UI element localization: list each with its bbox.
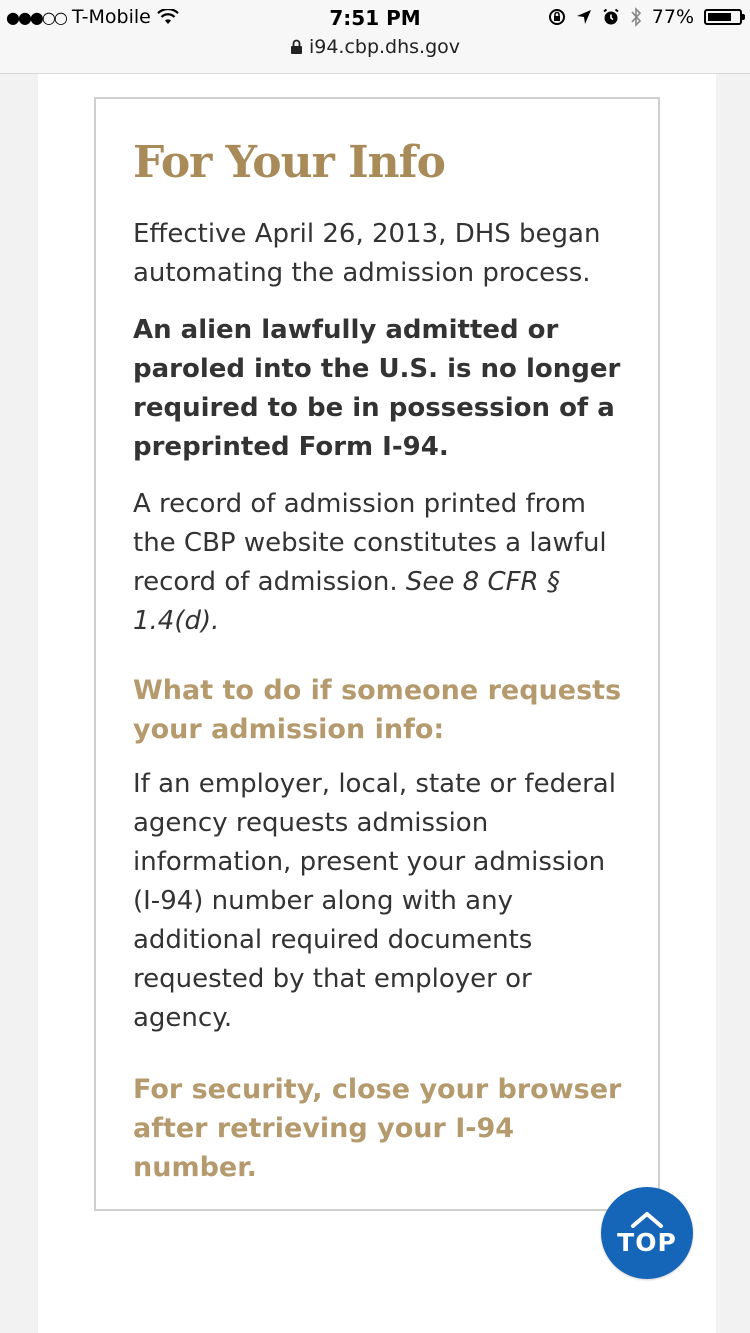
location-arrow-icon [576,9,592,25]
card-title: For Your Info [133,137,445,188]
battery-percent: 77% [651,6,694,28]
bold-notice: An alien lawfully admitted or paroled into the U.S. is no longer required to be in possession of a preprinted Form I-94. [133,315,621,462]
page-gutter-right [716,74,750,1333]
top-button-label: TOP [617,1228,677,1257]
battery-icon [704,9,742,25]
signal-dots-icon: ●●●○○ [6,7,66,27]
carrier-name: T-Mobile [71,6,151,28]
url-text: i94.cbp.dhs.gov [308,36,461,58]
record-paragraph [133,485,633,641]
status-bar [0,0,750,74]
info-card [94,97,660,1211]
intro-paragraph: Effective April 26, 2013, DHS began automating the admission process. [133,219,601,288]
lock-icon [290,38,303,57]
chevron-up-icon [629,1210,665,1228]
rotation-lock-icon [548,8,566,26]
clock: 7:51 PM [329,6,421,30]
page-gutter-left [0,74,38,1333]
address-bar[interactable] [0,36,750,58]
bluetooth-icon [630,7,642,27]
record-text: A record of admission printed from the CBP website constitutes a lawful record of admission. [133,489,607,597]
requests-subheading: What to do if someone requests your admission info: [133,675,622,745]
back-to-top-button[interactable] [601,1187,693,1279]
battery-fill [708,13,731,21]
instructions-paragraph: If an employer, local, state or federal agency requests admission information, present your admission (I-94) number along with any additional required documents requested by that employer or agency. [133,769,616,1033]
security-notice: For security, close your browser after retrieving your I-94 number. [133,1074,622,1183]
record-citation: See 8 CFR § 1.4(d). [133,567,560,636]
alarm-icon [602,8,620,26]
